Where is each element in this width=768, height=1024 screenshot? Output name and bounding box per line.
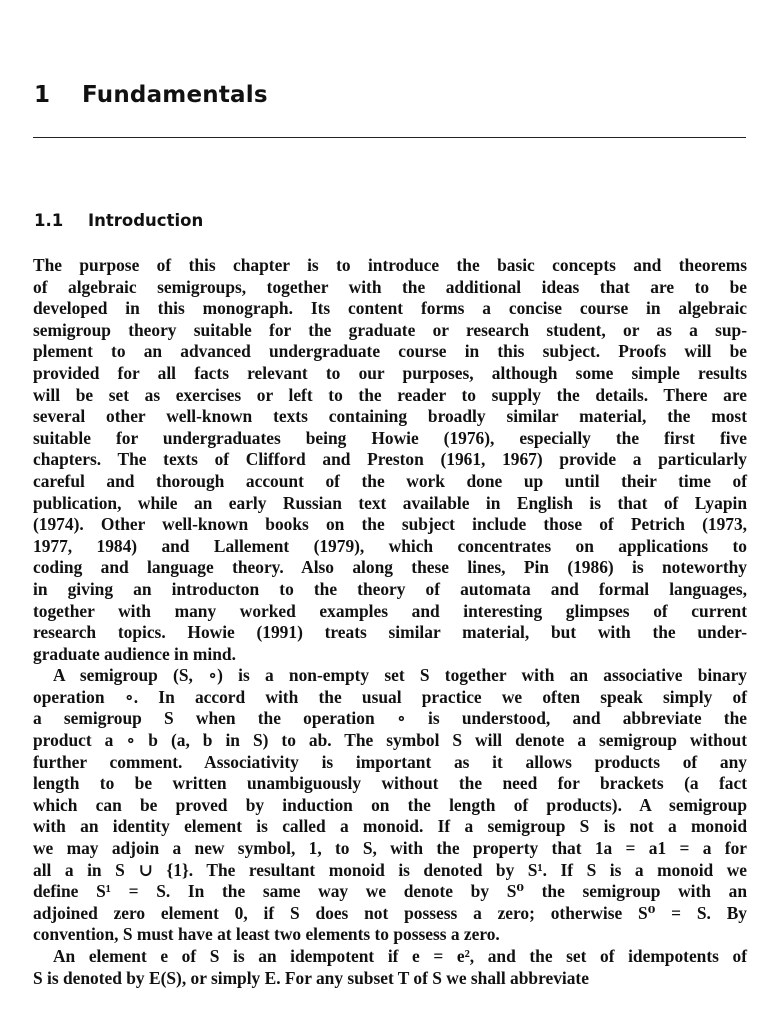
paragraph [33,255,747,665]
chapter-rule [33,137,746,138]
text-line: we may adjoin a new symbol, 1, to S, with the property that 1a = a1 = a for [33,838,747,859]
paragraph [33,946,747,989]
text-line: further comment. Associativity is important as it allows products of any [33,751,747,772]
text-line: a semigroup S when the operation ∘ is understood, and abbreviate the [33,708,747,729]
text-line: suitable for undergraduates being Howie (1976), especially the first five [33,427,747,448]
text-line: careful and thorough account of the work done up until their time of [33,470,747,491]
text-line: operation ∘. In accord with the usual practice we often speak simply of [33,686,747,707]
text-line: in giving an introducton to the theory of automata and formal languages, [33,578,747,599]
text-line: will be set as exercises or left to the reader to supply the details. There are [33,384,747,405]
text-line: of algebraic semigroups, together with the additional ideas that are to be [33,276,747,297]
text-line: adjoined zero element 0, if S does not possess a zero; otherwise S⁰ = S. By [33,902,747,923]
text-line: chapters. The texts of Clifford and Preston (1961, 1967) provide a particularly [33,449,747,470]
text-line: (1974). Other well-known books on the subject include those of Petrich (1973, [33,514,747,535]
text-line: semigroup theory suitable for the graduate or research student, or as a sup- [33,319,747,340]
text-line: research topics. Howie (1991) treats similar material, but with the under- [33,622,747,643]
text-line: 1977, 1984) and Lallement (1979), which concentrates on applications to [33,535,747,556]
text-line: product a ∘ b (a, b in S) to ab. The symbol S will denote a semigroup without [33,730,747,751]
section-number: 1.1 [34,211,64,230]
section-heading [34,211,203,230]
text-line: length to be written unambiguously without the need for brackets (a fact [33,773,747,794]
text-line: all a in S ∪ {1}. The resultant monoid is denoted by S¹. If S is a monoid we [33,859,747,880]
paragraph [33,665,747,946]
text-line: which can be proved by induction on the length of products). A semigroup [33,794,747,815]
text-line: coding and language theory. Also along these lines, Pin (1986) is noteworthy [33,557,747,578]
text-line: provided for all facts relevant to our purposes, although some simple results [33,362,747,383]
chapter-heading [34,82,268,108]
text-line: graduate audience in mind. [33,643,236,664]
text-line: together with many worked examples and interesting glimpses of current [33,600,747,621]
text-line: The purpose of this chapter is to introduce the basic concepts and theorems [33,255,747,275]
chapter-number: 1 [34,82,51,108]
text-line: with an identity element is called a monoid. If a semigroup S is not a monoid [33,816,747,837]
text-line: An element e of S is an idempotent if e = e², and the set of idempotents of [53,946,747,966]
body-text [33,255,747,989]
text-line: developed in this monograph. Its content forms a concise course in algebraic [33,298,747,319]
text-line: S is denoted by E(S), or simply E. For any subset T of S we shall abbreviate [33,967,589,988]
text-line: plement to an advanced undergraduate course in this subject. Proofs will be [33,341,747,362]
text-line: define S¹ = S. In the same way we denote by S⁰ the semigroup with an [33,881,747,902]
chapter-title: Fundamentals [82,82,268,108]
text-line: publication, while an early Russian text available in English is that of Lyapin [33,492,747,513]
text-line: convention, S must have at least two elements to possess a zero. [33,924,500,945]
section-title: Introduction [88,211,204,230]
text-line: A semigroup (S, ∘) is a non-empty set S together with an associative binary [53,665,747,686]
text-line: several other well-known texts containing broadly similar material, the most [33,406,747,427]
